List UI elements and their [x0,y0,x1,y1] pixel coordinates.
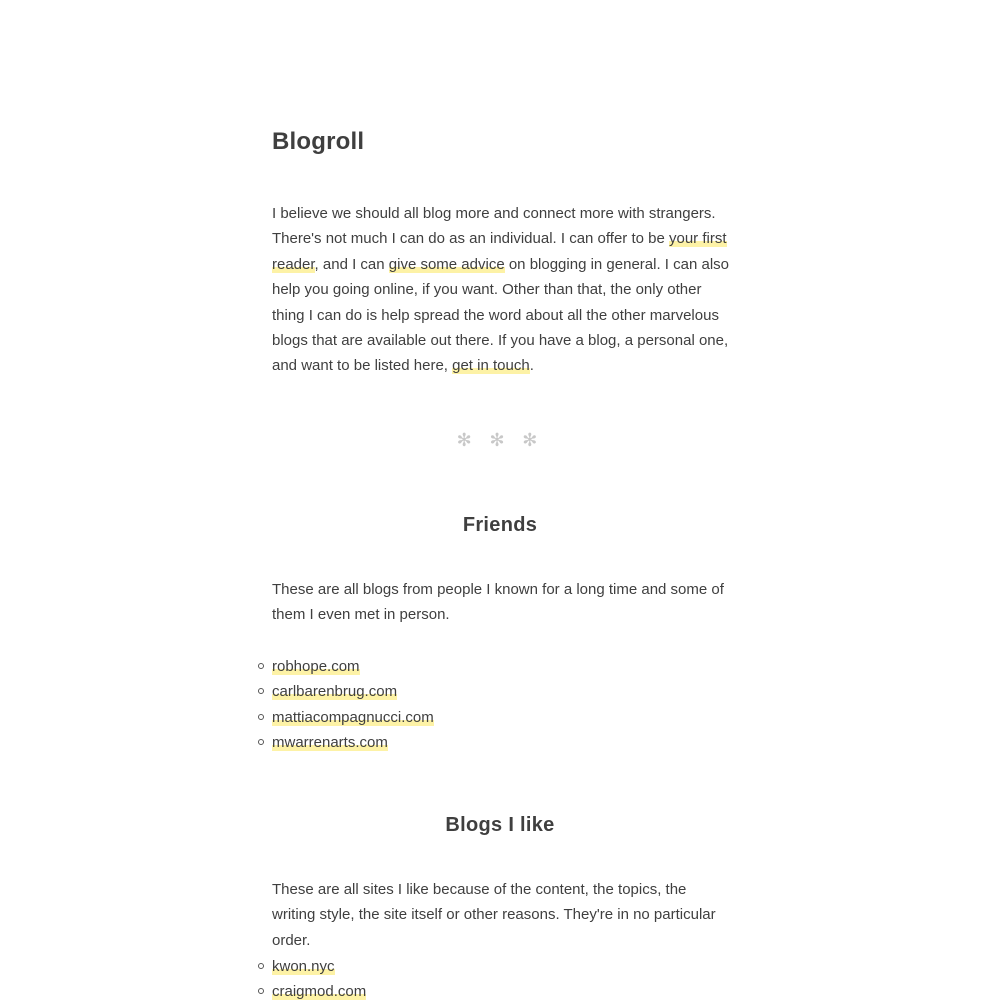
bullet-icon [258,739,264,745]
list-item [272,730,434,755]
blogs-i-like-description: These are all sites I like because of the content, the topics, the writing style, the site itself or other reasons. They're in no particular order. [272,881,716,949]
list-item [272,954,366,979]
intro-paragraph [272,201,734,379]
first-reader-link[interactable]: your first reader [272,230,727,273]
blog-link-kwon[interactable]: kwon.nyc [272,958,335,975]
blog-link-craigmod[interactable]: craigmod.com [272,983,367,1001]
bullet-icon [258,988,264,994]
bullet-icon [258,688,264,694]
section-divider: ✻ ✻ ✻ [456,430,544,451]
list-item [272,979,366,1004]
give-advice-link[interactable]: give some advice [388,255,505,273]
intro-text-1: I believe we should all blog more and connect more with strangers. There's not much I can do as an individual. I can offer to be [272,205,716,248]
list-item [272,679,434,704]
friend-link-mwarrenarts[interactable]: mwarrenarts.com [272,734,388,752]
friend-link-robhope[interactable]: robhope.com [272,658,360,675]
friend-link-carlbarenbrug[interactable]: carlbarenbrug.com [272,683,398,701]
page-title: Blogroll [272,128,365,155]
blogs-i-like-heading: Blogs I like [445,814,555,836]
friends-description: These are all blogs from people I known for a long time and some of them I even met in person. [272,581,724,624]
get-in-touch-link[interactable]: get in touch [452,357,530,375]
friends-heading: Friends [462,514,538,536]
bullet-icon [258,714,264,720]
bullet-icon [258,963,264,969]
intro-text-4: . [529,357,534,375]
intro-text-3: on blogging in general. I can also help you going online, if you want. Other than that, the only other thing I can do is help spread the word about all the other marvelous blogs that are available out there. If you have a blog, a personal one, and want to be listed here, [272,255,729,375]
bullet-icon [258,663,264,669]
intro-text-2: , and I can [314,255,389,273]
friend-link-mattiacompagnucci[interactable]: mattiacompagnucci.com [272,708,434,726]
blogs-i-like-list [272,954,366,1005]
list-item [272,654,434,679]
friends-list [272,654,434,756]
list-item [272,705,434,730]
